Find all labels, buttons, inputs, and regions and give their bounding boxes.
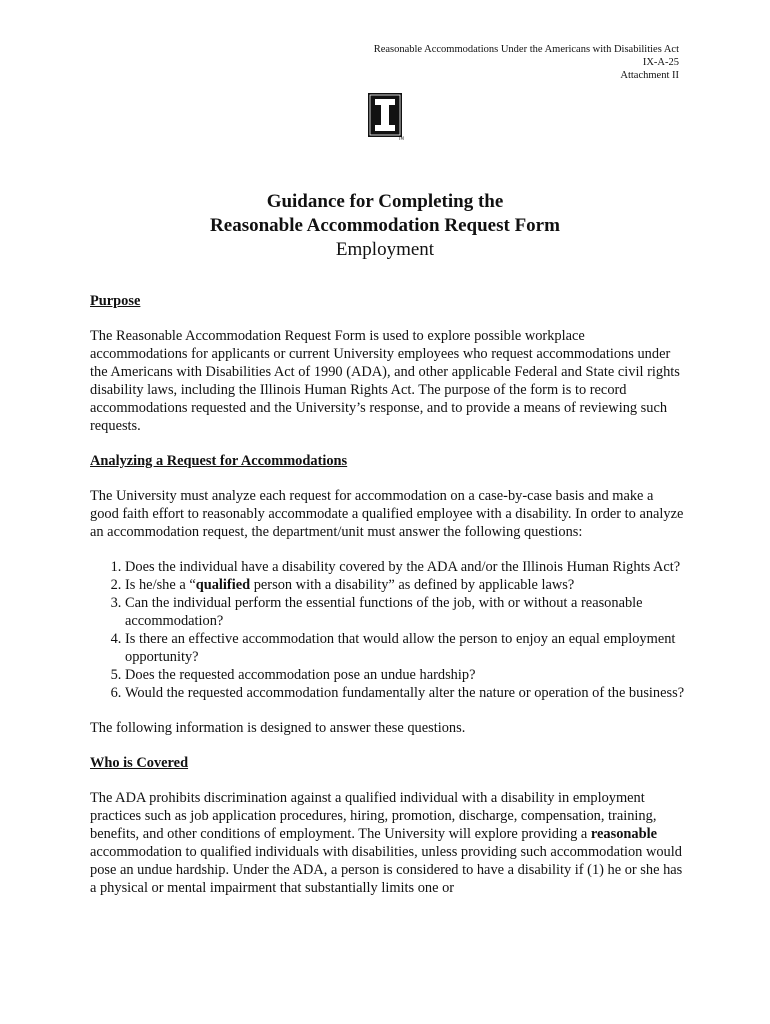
question-6: 6. Would the requested accommodation fundamentally alter the nature or operation of the business? xyxy=(125,684,685,702)
question-3: 3. Can the individual perform the essential functions of the job, with or without a reasonable accommodation? xyxy=(125,594,685,630)
analyzing-intro: The University must analyze each request for accommodation on a case-by-case basis and make a good faith effort to reasonably accommodate a qualified employee with a disability. In order to analyze an accommodation request, the department/unit must answer the following questions: xyxy=(90,488,684,540)
document-title xyxy=(0,190,770,262)
questions-list xyxy=(90,558,685,702)
university-logo-icon xyxy=(368,93,406,141)
title-subtitle: Employment xyxy=(335,239,435,260)
analyzing-closing: The following information is designed to answer these questions. xyxy=(90,720,466,736)
question-2-post: person with a disability” as defined by applicable laws? xyxy=(250,577,575,593)
title-line-2: Reasonable Accommodation Request Form xyxy=(210,215,560,236)
header-attachment: Attachment II xyxy=(620,70,679,81)
question-2 xyxy=(125,576,685,594)
covered-text-pre: The ADA prohibits discrimination against a qualified individual with a disability in employment practices such as job application procedures, hiring, promotion, discharge, compensation, training, benefits, and other conditions of employment. The University will explore providing a xyxy=(90,790,657,842)
header-section-code: IX-A-25 xyxy=(642,57,679,68)
document-header xyxy=(374,43,679,82)
title-line-1: Guidance for Completing the xyxy=(266,191,504,212)
question-1: 1. Does the individual have a disability covered by the ADA and/or the Illinois Human Rights Act? xyxy=(125,558,685,576)
question-2-pre: Is he/she a “ xyxy=(125,577,196,593)
header-act-title: Reasonable Accommodations Under the Americans with Disabilities Act xyxy=(373,44,679,55)
question-4: 4. Is there an effective accommodation that would allow the person to enjoy an equal employment opportunity? xyxy=(125,630,685,666)
covered-paragraph xyxy=(90,789,685,897)
question-2-bold: qualified xyxy=(195,577,251,593)
covered-text-bold: reasonable xyxy=(590,826,657,842)
document-body xyxy=(90,292,685,914)
question-5: 5. Does the requested accommodation pose an undue hardship? xyxy=(125,666,685,684)
covered-heading: Who is Covered xyxy=(90,755,189,771)
covered-text-post: accommodation to qualified individuals with disabilities, unless providing such accommodation would pose an undue hardship. Under the ADA, a person is considered to have a disability if (1) he or she has a physical or mental impairment that substantially limits one or xyxy=(90,844,683,896)
logo-trademark: TM xyxy=(398,136,404,141)
purpose-paragraph: The Reasonable Accommodation Request Form is used to explore possible workplace accommodations for applicants or current University employees who request accommodations under the Americans with Disabilities Act of 1990 (ADA), and other applicable Federal and State civil rights disability laws, including the Illinois Human Rights Act. The purpose of the form is to record accommodations requested and the University’s response, and to provide a means of reviewing such requests. xyxy=(90,328,680,434)
purpose-heading: Purpose xyxy=(90,293,141,309)
analyzing-heading: Analyzing a Request for Accommodations xyxy=(90,453,348,469)
